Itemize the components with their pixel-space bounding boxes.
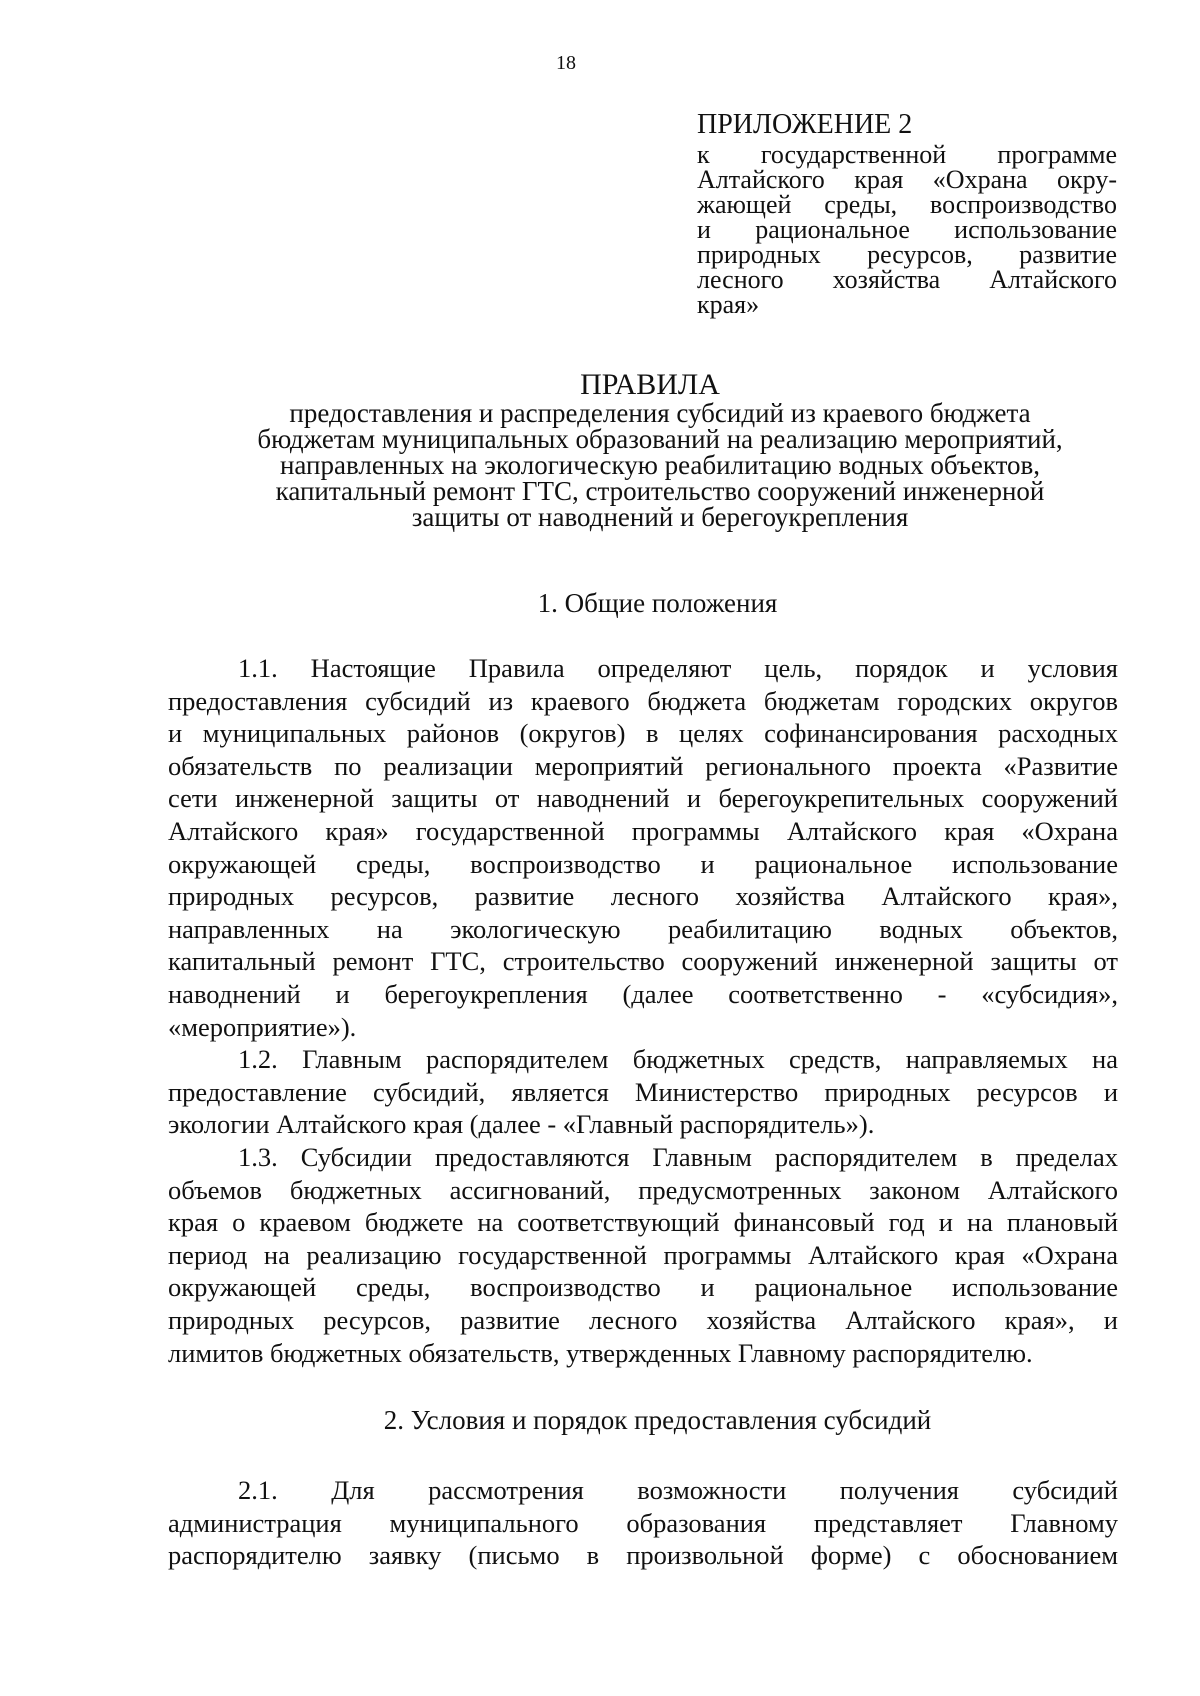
paragraph-line: 1.1. Настоящие Правила определяют цель, порядок и условия (238, 653, 1118, 683)
paragraph-line: 1.2. Главным распорядителем бюджетных средств, направляемых на (238, 1044, 1118, 1074)
appendix-block (697, 108, 1117, 317)
paragraph-line: 1.3. Субсидии предоставляются Главным распорядителем в пределах (238, 1142, 1118, 1172)
paragraph-line: предоставление субсидий, является Министерство природных ресурсов и (168, 1076, 1118, 1107)
paragraph-1-3 (168, 1141, 1118, 1369)
paragraph-line: природных ресурсов, развитие лесного хозяйства Алтайского края», (168, 881, 1118, 912)
appendix-title: ПРИЛОЖЕНИЕ 2 (697, 109, 913, 140)
paragraph-line: сети инженерной защиты от наводнений и берегоукрепительных сооружений (168, 783, 1118, 814)
paragraph-line: капитальный ремонт ГТС, строительство сооружений инженерной защиты от (168, 946, 1118, 977)
paragraph-line: администрация муниципального образования представляет Главному (168, 1507, 1118, 1538)
paragraph-line: направленных на экологическую реабилитацию водных объектов, (168, 913, 1118, 944)
appendix-line: Алтайского края «Охрана окру- (697, 165, 1117, 194)
rules-subtitle-line: бюджетам муниципальных образований на реализацию мероприятий, (257, 424, 1063, 454)
paragraph-1-1 (168, 652, 1118, 1043)
paragraph-line: и муниципальных районов (округов) в целях софинансирования расходных (168, 718, 1118, 749)
appendix-line: к государственной программе (697, 140, 1117, 169)
appendix-line: и рациональное использование (697, 215, 1117, 244)
paragraph-line: экологии Алтайского края (далее - «Главный распорядитель»). (168, 1109, 875, 1140)
section-heading-2: 2. Условия и порядок предоставления субсидий (383, 1405, 932, 1435)
rules-subtitle-line: капитальный ремонт ГТС, строительство сооружений инженерной (275, 476, 1045, 506)
rules-subtitle-line: направленных на экологическую реабилитацию водных объектов, (279, 450, 1041, 480)
paragraph-line: объемов бюджетных ассигнований, предусмотренных законом Алтайского (168, 1174, 1118, 1205)
paragraph-line: «мероприятие»). (168, 1011, 357, 1042)
rules-subtitle-line: предоставления и распределения субсидий из краевого бюджета (289, 398, 1031, 428)
paragraph-line: Алтайского края» государственной программы Алтайского края «Охрана (168, 815, 1118, 846)
appendix-line: лесного хозяйства Алтайского (697, 265, 1117, 294)
paragraph-line: лимитов бюджетных обязательств, утвержденных Главному распорядителю. (168, 1337, 1033, 1368)
paragraph-line: период на реализацию государственной программы Алтайского края «Охрана (168, 1239, 1118, 1270)
paragraph-line: природных ресурсов, развитие лесного хозяйства Алтайского края», и (168, 1304, 1118, 1335)
appendix-line: жающей среды, воспроизводство (697, 190, 1117, 219)
rules-subtitle-line: защиты от наводнений и берегоукрепления (411, 502, 909, 532)
rules-subtitle (210, 400, 1110, 530)
paragraph-line: предоставления субсидий из краевого бюджета бюджетам городских округов (168, 685, 1118, 716)
paragraph-line: окружающей среды, воспроизводство и рациональное использование (168, 1272, 1118, 1303)
paragraph-line: распорядителю заявку (письмо в произвольной форме) с обоснованием (168, 1540, 1118, 1571)
paragraph-line: края о краевом бюджете на соответствующий финансовый год и на плановый (168, 1207, 1118, 1238)
appendix-line: природных ресурсов, развитие (697, 240, 1117, 269)
paragraph-1-2 (168, 1043, 1118, 1141)
appendix-line: края» (697, 290, 760, 319)
paragraph-line: наводнений и берегоукрепления (далее соответственно - «субсидия», (168, 978, 1118, 1009)
paragraph-line: окружающей среды, воспроизводство и рациональное использование (168, 848, 1118, 879)
rules-title: ПРАВИЛА (580, 368, 720, 401)
paragraph-line: 2.1. Для рассмотрения возможности получения субсидий (238, 1475, 1118, 1505)
paragraph-line: обязательств по реализации мероприятий регионального проекта «Развитие (168, 750, 1118, 781)
page-number: 18 (556, 52, 576, 74)
paragraph-2-1 (168, 1474, 1118, 1572)
section-heading-1: 1. Общие положения (537, 588, 778, 618)
